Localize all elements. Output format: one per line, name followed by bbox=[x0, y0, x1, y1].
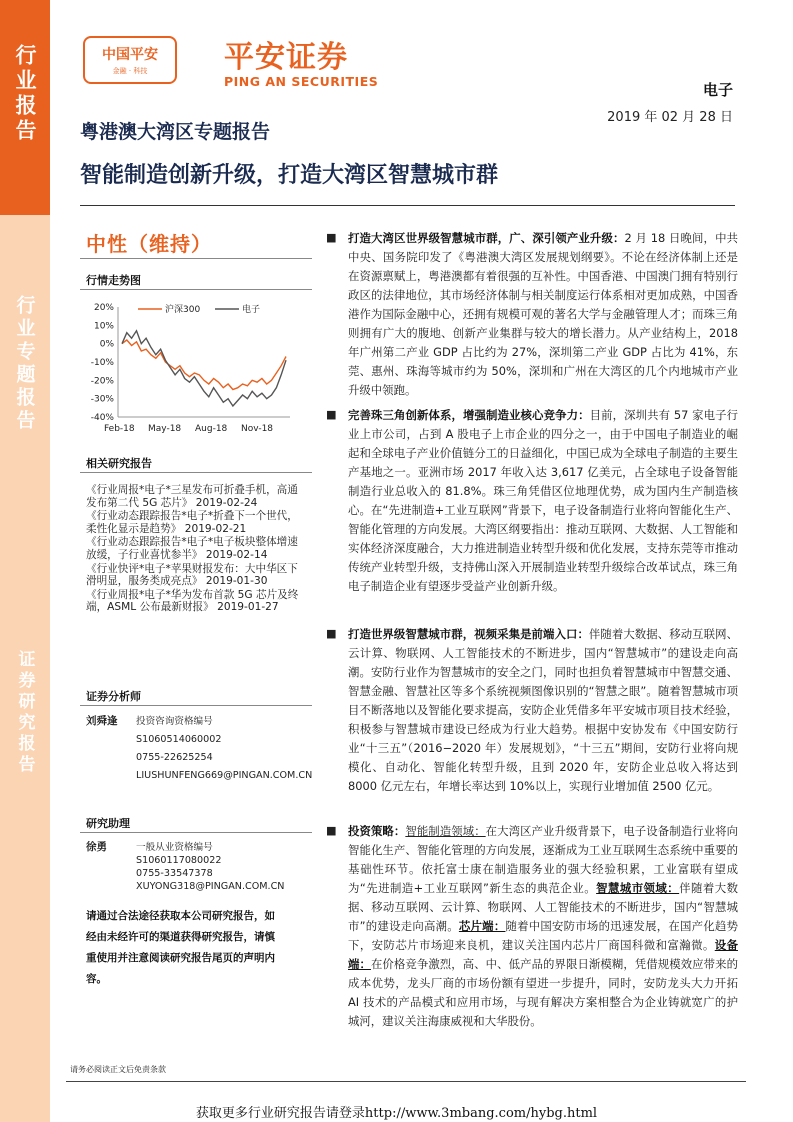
series-line-electronics bbox=[122, 331, 286, 406]
trend-divider bbox=[80, 289, 312, 290]
related-report-item[interactable]: 《行业周报*电子*华为发布首款 5G 芯片及终端，ASML 公布最新财报》 2019-01-27 bbox=[86, 588, 299, 614]
logo-subtext: 金融 · 科技 bbox=[112, 67, 148, 75]
bullet-icon: ■ bbox=[326, 408, 337, 421]
trend-chart bbox=[80, 297, 312, 439]
bullet-icon: ■ bbox=[326, 824, 337, 837]
sidebar-banner bbox=[0, 0, 50, 1122]
section-heading: 打造大湾区世界级智慧城市群，广、深引领产业升级： bbox=[348, 231, 625, 245]
analyst-email[interactable]: LIUSHUNFENG669@PINGAN.COM.CN bbox=[136, 770, 313, 781]
assistant-info bbox=[86, 841, 316, 897]
series-title: 粤港澳大湾区专题报告 bbox=[80, 121, 271, 143]
y-tick-label: -30% bbox=[90, 394, 114, 405]
y-tick-label: 0% bbox=[99, 339, 114, 350]
related-report-item[interactable]: 《行业周报*电子*三星发布可折叠手机，高通发布第二代 5G 芯片》 2019-02-24 bbox=[86, 484, 298, 509]
sidebar-block-securities-research bbox=[0, 650, 50, 790]
bullet-icon: ■ bbox=[326, 231, 337, 244]
rating-badge: 中性（维持） bbox=[86, 232, 212, 256]
series-line-hs300 bbox=[122, 340, 286, 390]
section-bay-area-upgrade bbox=[348, 229, 738, 400]
sector-label: 电子 bbox=[702, 81, 733, 99]
x-tick-label: May-18 bbox=[148, 424, 182, 434]
analyst-divider bbox=[80, 705, 312, 706]
section-innovation-system bbox=[348, 406, 738, 596]
assistant-cert-number: S1060117080022 bbox=[136, 855, 222, 866]
assistant-heading: 研究助理 bbox=[86, 817, 130, 830]
related-report-item[interactable]: 《行业动态跟踪报告*电子*折叠下一个世代，柔性化显示是趋势》 2019-02-21 bbox=[86, 510, 298, 535]
legend-hs300-label: 沪深300 bbox=[165, 305, 201, 315]
rating-divider bbox=[80, 258, 312, 259]
brand-name-en: PING AN SECURITIES bbox=[224, 74, 379, 89]
page-title: 智能制造创新升级，打造大湾区智慧城市群 bbox=[80, 163, 499, 188]
y-tick-label: -10% bbox=[90, 358, 114, 368]
related-report-item[interactable]: 《行业快评*电子*苹果财报发布：大中华区下滑明显，服务类成亮点》 2019-01-30 bbox=[86, 562, 298, 588]
legend-electronics-label: 电子 bbox=[242, 305, 261, 315]
assistant-phone: 0755-33547378 bbox=[136, 868, 213, 879]
analyst-cert-label: 投资咨询资格编号 bbox=[136, 716, 213, 727]
section-heading: 投资策略： bbox=[348, 824, 406, 838]
section-text: 伴随着大数据、移动互联网、云计算、物联网、人工智能技术的不断进步，国内“智慧城市”的建设走向高潮。安防行业作为智慧城市的安全之门，同时也担负着智慧城市中智慧交通、智慧金融、智慧社区等多个系统视频图像识别的“智慧之眼”。随着智慧城市项目不断落地以及智能化要求提高，安防企业凭借多年平安城市项目技术经验，积极参与智慧城市建设已经成为行业大趋势。根据中安协发布《中国安防行业“十三五”（2016−2020 年）发展规划》，“十三五”期间，安防行业将向规模化、自动化、智能化转型升级，且到 2020 年，安防企业总收入将达到 8000 亿元左右，年增长率达到 10%以上，实现行业增加值 2500 亿元。 bbox=[348, 627, 738, 793]
analyst-cert-number: S1060514060002 bbox=[136, 734, 222, 745]
strategy-text-device: 在价格竞争激烈，高、中、低产品的界限日渐模糊，凭借规模效应带来的成本优势，龙头厂商的市场份额有望进一步提升，同时，安防龙头大力开拓 AI 技术的产品模式和应用市场，与现有解决方案相整合为企业铸就宽广的护城河，建议关注海康威视和大华股份。 bbox=[348, 957, 738, 1028]
assistant-divider bbox=[80, 832, 312, 833]
related-heading: 相关研究报告 bbox=[86, 457, 152, 470]
trend-chart-svg bbox=[80, 297, 312, 439]
analyst-name: 刘舜逢 bbox=[86, 715, 118, 727]
assistant-name: 徐勇 bbox=[86, 841, 107, 853]
section-investment-strategy bbox=[348, 822, 738, 1031]
section-heading: 完善珠三角创新体系，增强制造业核心竞争力： bbox=[348, 408, 590, 422]
assistant-email[interactable]: XUYONG318@PINGAN.COM.CN bbox=[136, 881, 285, 892]
disclaimer-notice: 请通过合法途径获取本公司研究报告，如经由未经许可的渠道获得研究报告，请慎重使用并注意阅读研究报告尾页的声明内容。 bbox=[86, 910, 275, 985]
sidebar-label-1: 行业报告 bbox=[13, 44, 37, 144]
assistant-details bbox=[136, 841, 316, 893]
strategy-label-smart-city: 智慧城市领域： bbox=[596, 881, 680, 895]
strategy-label-manufacturing: 智能制造领域： bbox=[405, 824, 486, 838]
sidebar-label-3: 证券研究报告 bbox=[14, 650, 35, 776]
related-divider bbox=[80, 472, 312, 473]
assistant-cert-label: 一般从业资格编号 bbox=[136, 842, 213, 853]
report-date: 2019 年 02 月 28 日 bbox=[607, 110, 733, 125]
header-divider bbox=[80, 205, 735, 206]
y-tick-label: -40% bbox=[90, 413, 114, 423]
analyst-info bbox=[86, 715, 316, 795]
strategy-text-chip: 随着中国安防市场的迅速发展，在国产化趋势下，安防芯片市场迎来良机，建议关注国内芯片厂商国科微和富瀚微。 bbox=[348, 919, 738, 952]
trend-heading: 行情走势图 bbox=[86, 274, 141, 287]
bullet-icon: ■ bbox=[326, 627, 337, 640]
sidebar-label-2: 行业专题报告 bbox=[13, 295, 36, 433]
related-reports-list bbox=[86, 484, 306, 615]
strategy-text-manufacturing: 在大湾区产业升级背景下，电子设备制造行业将向智能化生产、智能化管理的方向发展，逐渐成为工业互联网生态系统中重要的基础性环节。依托富士康在制造服务业的强大经验积累，工业富联有望成为“先进制造+工业互联网”新生态的典范企业。 bbox=[348, 824, 738, 895]
x-tick-label: Nov-18 bbox=[241, 424, 274, 434]
analyst-phone: 0755-22625254 bbox=[136, 752, 213, 763]
footer-divider bbox=[66, 1081, 746, 1082]
logo-text: 中国平安 bbox=[102, 47, 158, 63]
strategy-text-smart-city: 伴随着大数据、移动互联网、云计算、物联网、人工智能技术的不断进步，国内“智慧城市”的建设走向高潮。 bbox=[348, 881, 738, 933]
sidebar-block-topic-report bbox=[0, 295, 50, 465]
section-heading: 打造世界级智慧城市群，视频采集是前端入口： bbox=[348, 627, 589, 641]
x-tick-label: Aug-18 bbox=[195, 424, 228, 434]
ping-an-logo bbox=[83, 36, 177, 84]
analyst-heading: 证券分析师 bbox=[86, 690, 141, 703]
footer-disclaimer-note: 请务必阅读正文后免责条款 bbox=[70, 1065, 166, 1074]
brand-name-cn: 平安证券 bbox=[224, 40, 348, 75]
footer-link[interactable]: 获取更多行业研究报告请登录http://www.3mbang.com/hybg.html bbox=[195, 1106, 598, 1121]
x-tick-label: Feb-18 bbox=[104, 424, 135, 434]
strategy-label-device: 设备端： bbox=[348, 938, 738, 971]
sidebar-block-industry-report bbox=[0, 0, 50, 215]
section-text: 2 月 18 日晚间，中共中央、国务院印发了《粤港澳大湾区发展规划纲要》。不论在经济体制上还是在资源禀赋上，粤港澳都有着很强的互补性。中国香港、中国澳门拥有特别行政区的法律地位，其市场经济体制与相关制度运行体系相对更加成熟，中国香港作为国际金融中心，还拥有规模可观的著名大学与金融管理人才；而珠三角则拥有广大的腹地、创新产业集群与较大的增长潜力。从产业结构上，2018 年广州第二产业 GDP 占比约为 27%，深圳第二产业 GDP 占比为 41%，东莞、惠州、珠海等城市约为 50%，深圳和广州在大湾区的几个内地城市产业升级中领跑。 bbox=[348, 231, 738, 397]
section-text: 目前，深圳共有 57 家电子行业上市公司，占到 A 股电子上市企业的四分之一，由于中国电子制造业的崛起和全球电子产业价值链分工的日益细化，中国已成为全球电子制造的主要生产基地之一。亚洲市场 2017 年收入达 3,617 亿美元，占全球电子设备智能制造行业总收入的 81.8%。珠三角凭借区位地理优势，成为国内生产制造核心。在“先进制造+工业互联网”背景下，电子设备制造行业将向智能化生产、智能化管理的方向发展。大湾区纲要指出：推动互联网、大数据、人工智能和实体经济深度融合，大力推进制造业转型升级和优化发展，支持东莞等市推动传统产业转型升级，支持佛山深入开展制造业转型升级综合改革试点，珠三角电子制造企业有望逐步受益产业创新升级。 bbox=[348, 408, 738, 593]
y-tick-label: -20% bbox=[90, 376, 114, 387]
y-tick-label: 20% bbox=[93, 303, 114, 313]
y-tick-label: 10% bbox=[93, 321, 114, 332]
section-smart-city bbox=[348, 625, 738, 796]
related-report-item[interactable]: 《行业动态跟踪报告*电子*电子板块整体增速放缓，子行业喜忧参半》 2019-02-14 bbox=[86, 536, 298, 561]
analyst-details bbox=[136, 715, 316, 782]
strategy-label-chip: 芯片端： bbox=[458, 919, 506, 933]
